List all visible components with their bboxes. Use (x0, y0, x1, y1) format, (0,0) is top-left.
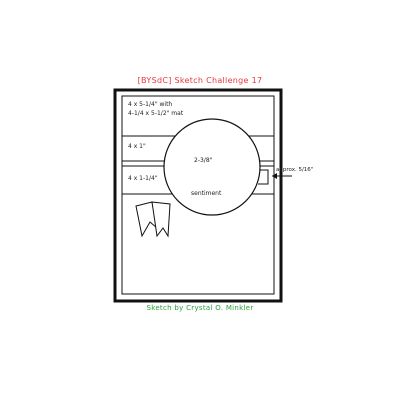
sketch-title: [BYSdC] Sketch Challenge 17 (137, 76, 263, 85)
mat-label-line2: 4-1/4 x 5-1/2" mat (128, 110, 184, 117)
banner-flags (136, 202, 170, 236)
circle-size-label: 2-3/8" (194, 157, 213, 164)
strip1-label: 4 x 1" (128, 143, 146, 150)
overhang-label: approx. 5/16" (276, 167, 314, 173)
circle-element (164, 119, 260, 215)
sketch-credit: Sketch by Crystal O. Minkler (146, 304, 254, 312)
strip2-label: 4 x 1-1/4" (128, 175, 158, 182)
sentiment-label: sentiment (191, 190, 222, 197)
mat-label-line1: 4 x 5-1/4" with (128, 101, 173, 108)
banner-flag-right (152, 202, 170, 236)
